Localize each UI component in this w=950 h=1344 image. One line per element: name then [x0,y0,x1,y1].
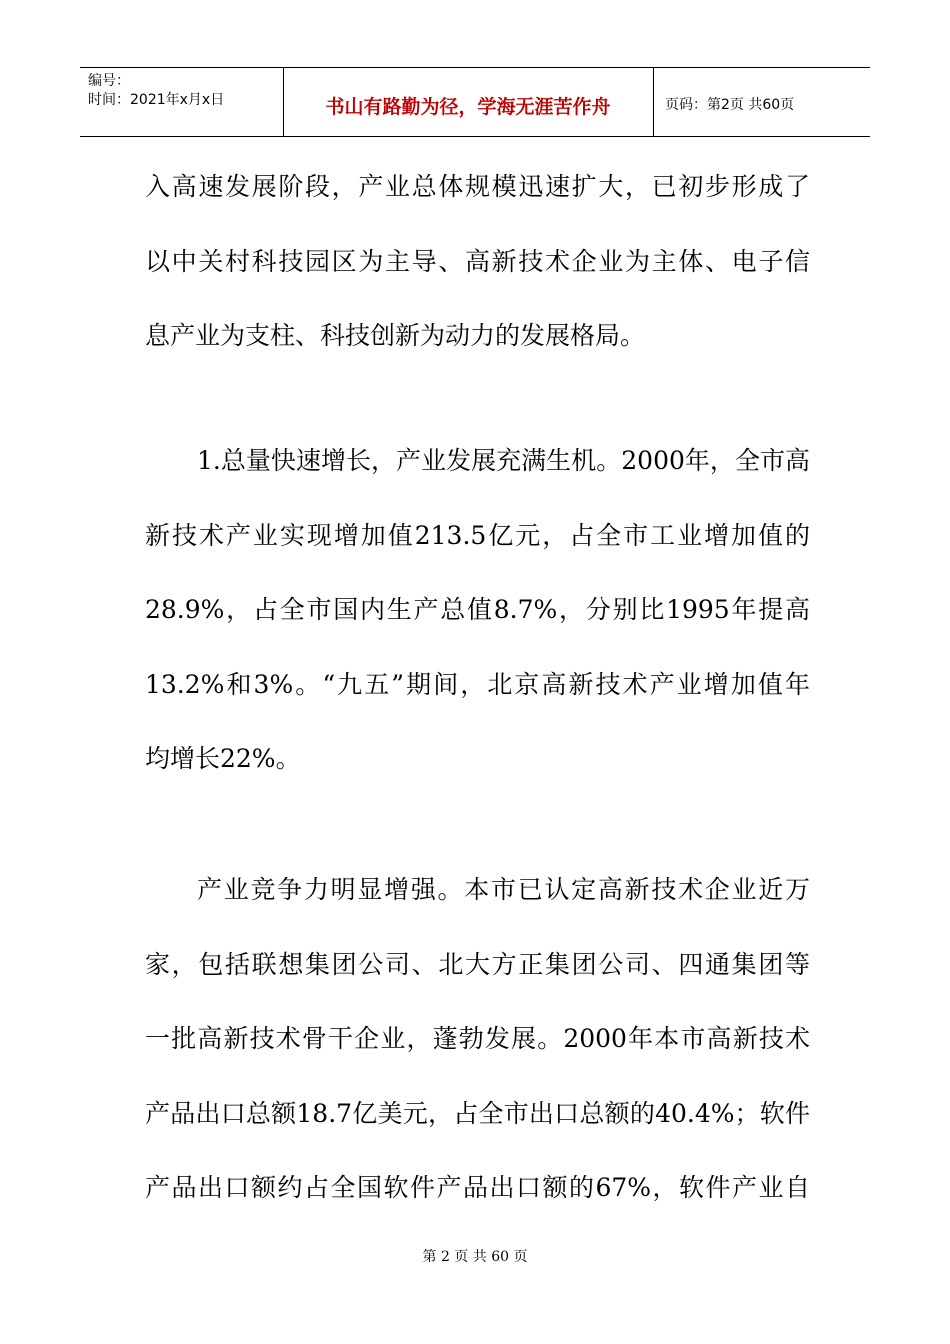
header-page-info: 页码：第2页 共60页 [665,97,795,113]
paragraph-2 [145,424,810,797]
paragraph-line: 28.9%，占全市国内生产总值8.7%，分别比1995年提高 [145,595,810,624]
paragraph-line: 入高速发展阶段，产业总体规模迅速扩大，已初步形成了 [145,172,810,201]
document-time-label: 时间：2021年x月x日 [88,92,225,108]
page-footer: 第 2 页 共 60 页 [422,1249,528,1265]
paragraph-line: 一批高新技术骨干企业，蓬勃发展。2000年本市高新技术 [145,1024,810,1053]
header-divider-right [653,68,654,136]
paragraph-line: 13.2%和3%。“九五”期间，北京高新技术产业增加值年 [145,669,810,699]
paragraph-line: 以中关村科技园区为主导、高新技术企业为主体、电子信 [145,246,810,276]
paragraph-line: 产业竞争力明显增强。本市已认定高新技术企业近万 [197,875,810,904]
header-meta [88,72,224,110]
paragraph-line: 1.总量快速增长，产业发展充满生机。2000年，全市高 [197,446,810,475]
paragraph-line: 家，包括联想集团公司、北大方正集团公司、四通集团等 [145,949,810,979]
paragraph-line: 均增长22%。 [145,744,301,773]
header-motto: 书山有路勤为径，学海无涯苦作舟 [325,96,611,118]
page-header [80,67,870,137]
paragraph-line: 新技术产业实现增加值213.5亿元，占全市工业增加值的 [145,520,810,550]
paragraph-line: 产品出口额约占全国软件产品出口额的67%，软件产业自 [145,1173,810,1202]
paragraph-3 [145,853,810,1226]
paragraph-line: 产品出口总额18.7亿美元，占全市出口总额的40.4%；软件 [145,1098,810,1128]
paragraph-1 [145,150,810,374]
document-number-label: 编号： [88,73,130,89]
paragraph-line: 息产业为支柱、科技创新为动力的发展格局。 [145,321,646,350]
